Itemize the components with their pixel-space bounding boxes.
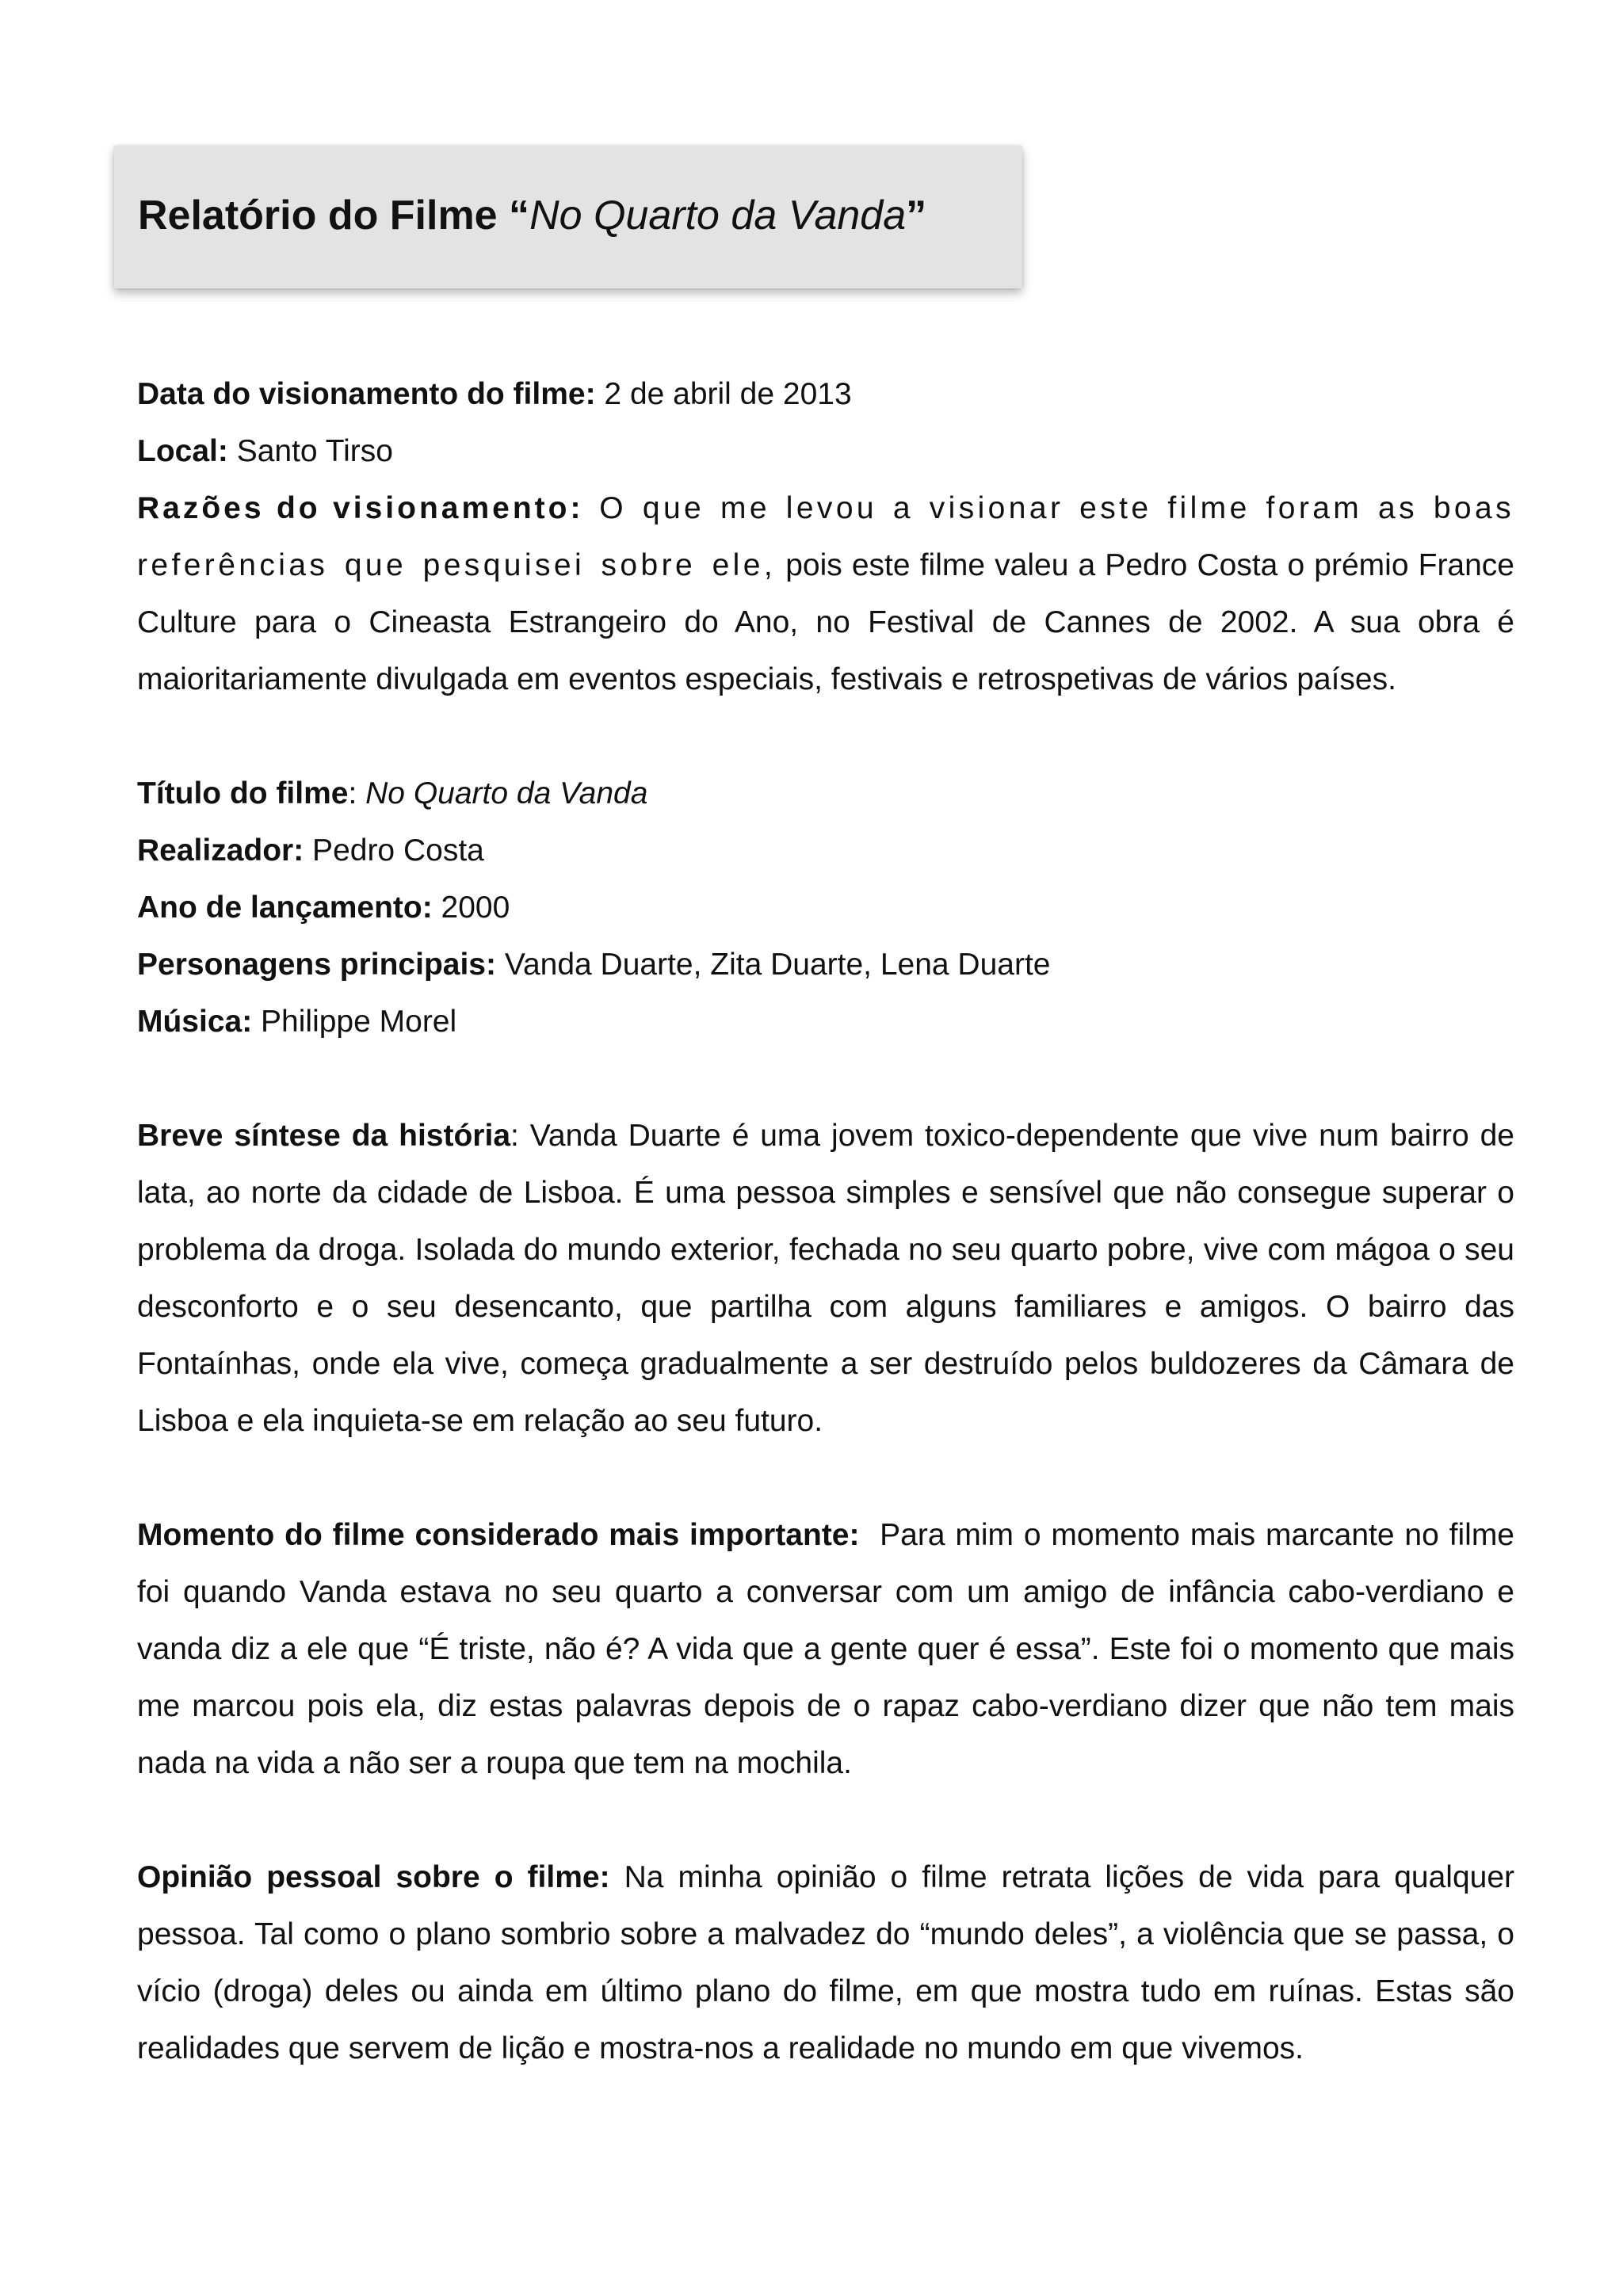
musica-value: Philippe Morel <box>252 1005 457 1039</box>
razoes-label: Razões do visionamento: <box>137 491 584 525</box>
razoes-value-b: pois este filme valeu a Pedro Costa o prémio France Culture para o Cineasta Estrangeiro do Ano, no Festival de Cannes de 2002. A sua obra é maioritariamente divulgada em eventos especiais, festivais e retrospetivas de vários países. <box>137 548 1514 696</box>
opiniao-paragraph <box>137 1849 1514 2077</box>
momento-paragraph <box>137 1507 1523 1792</box>
razoes-paragraph <box>137 480 1514 708</box>
title-film-name: No Quarto da Vanda <box>529 193 907 238</box>
local-label: Local: <box>137 434 228 468</box>
personagens-label: Personagens principais: <box>137 948 496 982</box>
momento-value: Para mim o momento mais marcante no filme foi quando Vanda estava no seu quarto a conversar com um amigo de infância cabo-verdiano e vanda diz a ele que “É triste, não é? A vida que a gente quer é essa”. Este foi o momento que mais me marcou pois ela, diz estas palavras depois de o rapaz cabo-verdiano dizer que não tem mais nada na vida a não ser a roupa que tem na mochila. <box>137 1518 1523 1780</box>
sintese-value: : Vanda Duarte é uma jovem toxico-dependente que vive num bairro de lata, ao norte da cidade de Lisboa. É uma pessoa simples e sensível que não consegue superar o problema da droga. Isolada do mundo exterior, fechada no seu quarto pobre, vive com mágoa o seu desconforto e o seu desencanto, que partilha com alguns familiares e amigos. O bairro das Fontaínhas, onde ela vive, começa gradualmente a ser destruído pelos buldozeres da Câmara de Lisboa e ela inquieta-se em relação ao seu futuro. <box>137 1119 1514 1438</box>
title-box <box>114 146 1022 288</box>
local-line <box>137 423 1514 480</box>
realizador-label: Realizador: <box>137 833 304 868</box>
titulo-label: Título do filme <box>137 776 349 810</box>
razoes-value-a: O que me levou a visionar este filme foram as boas referências que pesquisei sobre ele, <box>137 491 1515 582</box>
data-visionamento-value: 2 de abril de 2013 <box>595 377 852 411</box>
spacer <box>137 1792 1514 1849</box>
titulo-separator: : <box>348 776 366 810</box>
ano-value: 2000 <box>432 891 510 925</box>
ano-label: Ano de lançamento: <box>137 891 433 925</box>
data-visionamento-line <box>137 366 1514 423</box>
data-visionamento-label: Data do visionamento do filme: <box>137 377 596 411</box>
realizador-line <box>137 822 1514 879</box>
title-suffix: ” <box>906 193 927 238</box>
opiniao-label: Opinião pessoal sobre o filme: <box>137 1860 610 1894</box>
local-value: Santo Tirso <box>227 434 393 468</box>
page-title <box>138 195 926 236</box>
report-body <box>137 366 1523 2077</box>
ano-line <box>137 879 1514 936</box>
spacer <box>137 1450 1514 1507</box>
personagens-line <box>137 936 1514 994</box>
sintese-paragraph <box>137 1108 1514 1450</box>
personagens-value: Vanda Duarte, Zita Duarte, Lena Duarte <box>495 948 1051 982</box>
title-prefix: Relatório do Filme “ <box>138 193 530 238</box>
titulo-value: No Quarto da Vanda <box>365 776 648 810</box>
musica-line <box>137 994 1514 1051</box>
opiniao-value: Na minha opinião o filme retrata lições de vida para qualquer pessoa. Tal como o plano sombrio sobre a malvadez do “mundo deles”, a violência que se passa, o vício (droga) deles ou ainda em último plano do filme, em que mostra tudo em ruínas. Estas são realidades que servem de lição e mostra-nos a realidade no mundo em que vivemos. <box>137 1860 1514 2065</box>
sintese-label: Breve síntese da história <box>137 1119 511 1153</box>
spacer <box>137 708 1514 765</box>
musica-label: Música: <box>137 1005 253 1039</box>
spacer <box>137 1051 1514 1108</box>
realizador-value: Pedro Costa <box>304 833 484 868</box>
momento-label: Momento do filme considerado mais importante: <box>137 1518 860 1552</box>
titulo-line <box>137 765 1514 822</box>
